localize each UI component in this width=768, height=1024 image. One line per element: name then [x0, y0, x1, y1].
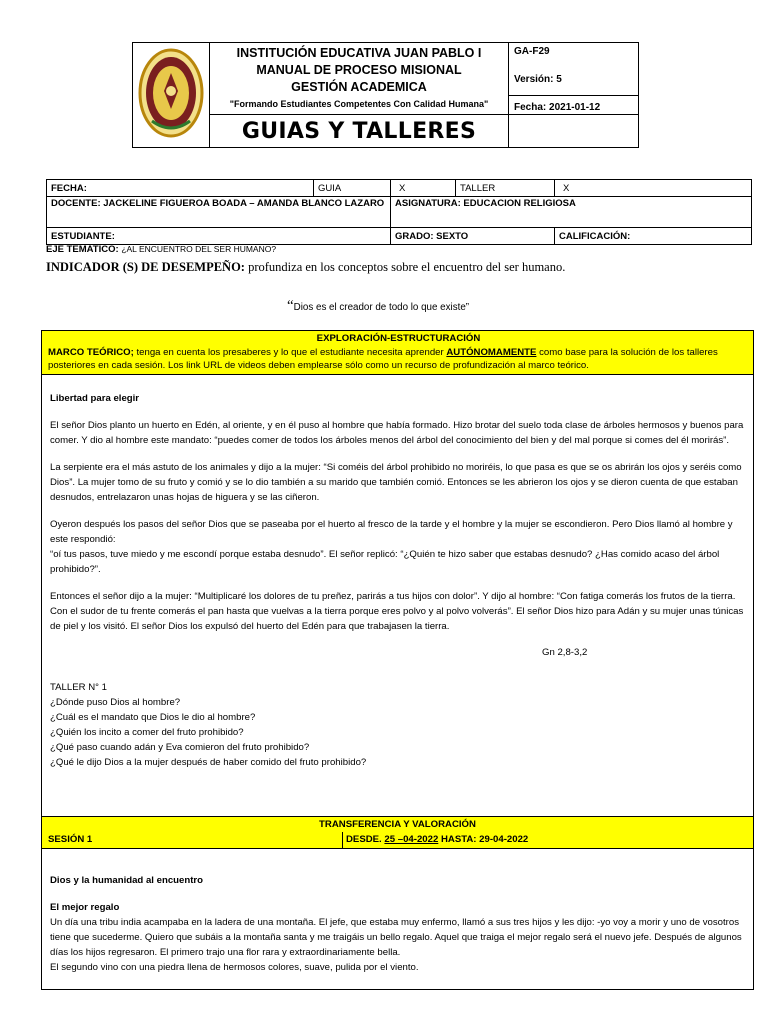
exploracion-title: EXPLORACIÓN-ESTRUCTURACIÓN — [316, 333, 481, 344]
institution-cell — [210, 43, 509, 115]
marco-label: MARCO TEÓRICO; — [48, 346, 134, 358]
story-title: El mejor regalo — [50, 902, 120, 913]
guia-label: GUIA — [314, 180, 391, 197]
institution-motto: "Formando Estudiantes Competentes Con Calidad Humana" — [229, 98, 489, 109]
document-date: Fecha: 2021-01-12 — [514, 102, 601, 113]
sesion-divider — [342, 832, 343, 848]
taller-label: TALLER — [456, 180, 555, 197]
hasta-value: HASTA: 29-04-2022 — [440, 834, 529, 845]
document-code: GA-F29 — [514, 46, 550, 57]
indicador-desempeno — [46, 260, 565, 275]
eje-label: EJE TEMATICO: — [46, 244, 119, 255]
taller-question: ¿Qué paso cuando adán y Eva comieron del fruto prohibido? — [50, 741, 310, 753]
reading-section — [42, 391, 753, 770]
indicador-label: INDICADOR (S) DE DESEMPEÑO: — [46, 260, 245, 274]
story-section — [42, 849, 753, 975]
area-name: GESTIÓN ACADEMICA — [291, 79, 427, 94]
desde-label: DESDE. — [346, 834, 382, 845]
reading-paragraph-4: Entonces el señor dijo a la mujer: “Multiplicaré los dolores de tu preñez, parirás a tus hijos con dolor”. Y dijo al hombre: “Con fatiga comerás los frutos de la tierra. Con el sudor de tu frente comerás el pan hasta que vuelvas a la tierra porque eres polvo y al polvo volverás”. El señor Dios hizo para Adán y su mujer unas túnicas de piel y los visitó. El señor Dios los expulsó del huerto del Edén para que trabajasen la tierra. — [50, 590, 744, 632]
story-heading: Dios y la humanidad al encuentro — [50, 875, 203, 886]
student-info-table — [46, 179, 752, 245]
document-title: GUIAS Y TALLERES — [241, 118, 477, 144]
transferencia-title: TRANSFERENCIA Y VALORACIÓN — [319, 819, 476, 830]
reading-paragraph-1: El señor Dios planto un huerto en Edén, al oriente, y en él puso al hombre que había formado. Hizo brotar del suelo toda clase de árboles hermosos y buenos para comer. Y dio al hombre este mandato: “puedes comer de todos los árboles menos del árbol del conocimiento del bien y del mal porque si comes del él morirás”. — [50, 419, 744, 446]
guia-mark[interactable]: X — [391, 180, 456, 197]
calificacion-field[interactable]: CALIFICACIÓN: — [555, 228, 752, 245]
manual-name: MANUAL DE PROCESO MISIONAL — [256, 62, 462, 77]
institution-seal-icon — [138, 47, 204, 139]
reading-paragraph-3b: “oí tus pasos, tuve miedo y me escondí porque estaba desnudo”. El señor replicó: “¿Quién te hizo saber que estabas desnudo? ¿Has comido acaso del árbol prohibido?”. — [50, 548, 720, 575]
document-header — [132, 42, 639, 148]
exploracion-band — [42, 331, 753, 375]
taller-question: ¿Quién los incito a comer del fruto prohibido? — [50, 726, 244, 738]
logo-cell — [133, 43, 210, 148]
fecha-field[interactable]: FECHA: — [47, 180, 314, 197]
grado-field: GRADO: SEXTO — [391, 228, 555, 245]
sesion-label: SESIÓN 1 — [48, 834, 93, 845]
sesion-band — [42, 832, 753, 849]
reading-title: Libertad para elegir — [50, 392, 140, 404]
marco-emphasis: AUTÓNOMAMENTE — [446, 346, 537, 358]
taller-question: ¿Dónde puso Dios al hombre? — [50, 696, 181, 708]
quote — [287, 298, 469, 315]
taller-question: ¿Qué le dijo Dios a la mujer después de haber comido del fruto prohibido? — [50, 756, 367, 768]
estudiante-field[interactable]: ESTUDIANTE: — [47, 228, 391, 245]
taller-title: TALLER N° 1 — [50, 681, 107, 693]
marco-teorico — [48, 346, 749, 373]
reading-paragraph-2: La serpiente era el más astuto de los animales y dijo a la mujer: “Si coméis del árbol prohibido no moriréis, lo que pasa es que se os abrirán los ojos y seréis como Dios”. La mujer tomo de su fruto y comió y se lo dio también a su marido que también comió. Entonces se les abrieron los ojos y se dieron cuenta de que estaban desnudos, entrelazaron unas hojas de higuera y se las ciñeron. — [50, 461, 742, 503]
eje-value: ¿AL ENCUENTRO DEL SER HUMANO? — [121, 244, 277, 254]
marco-text-a: tenga en cuenta los presaberes y lo que el estudiante necesita aprender — [133, 346, 447, 358]
bible-reference: Gn 2,8-3,2 — [542, 646, 588, 658]
guide-content-box — [41, 330, 754, 990]
eje-tematico — [46, 244, 276, 255]
desde-value: 25 –04-2022 — [384, 834, 439, 845]
taller-question: ¿Cuál es el mandato que Dios le dio al hombre? — [50, 711, 256, 723]
version-date-cell — [509, 74, 639, 148]
institution-name: INSTITUCIÓN EDUCATIVA JUAN PABLO I — [236, 45, 482, 60]
sesion-dates — [346, 832, 528, 847]
indicador-value: profundiza en los conceptos sobre el encuentro del ser humano. — [248, 260, 566, 274]
title-cell — [210, 115, 509, 148]
docente-field: DOCENTE: JACKELINE FIGUEROA BOADA – AMANDA BLANCO LAZARO — [47, 197, 391, 228]
asignatura-field: ASIGNATURA: EDUCACION RELIGIOSA — [391, 197, 752, 228]
taller-mark[interactable]: X — [555, 180, 752, 197]
story-paragraph-1: Un día una tribu india acampaba en la ladera de una montaña. El jefe, que estaba muy enfermo, llamó a sus tres hijos y les dijo: -yo voy a morir y uno de vosotros tiene que sucederme. Quiero que subáis a la montaña santa y me traigáis un bello regalo. Aquel que traiga el mejor regalo será el nuevo jefe. Después de algunos días los hijos regresaron. El primero trajo una flor rara y extraordinariamente bella. — [50, 917, 742, 958]
marco-text-b: como base para la solución de los talleres posteriores en cada sesión. Los link URL de videos deben emplearse sólo como un recurso de profundización al marco teórico. — [48, 346, 718, 371]
reading-paragraph-3a: Oyeron después los pasos del señor Dios que se paseaba por el huerto al fresco de la tarde y el hombre y la mujer se escondieron. Pero Dios llamó al hombre y este respondió: — [50, 518, 733, 545]
quote-mark: “ — [287, 298, 294, 314]
story-paragraph-2: El segundo vino con una piedra llena de hermosos colores, suave, pulida por el viento. — [50, 962, 419, 973]
document-version: Versión: 5 — [509, 67, 638, 96]
quote-text: Dios es el creador de todo lo que existe” — [293, 302, 470, 313]
